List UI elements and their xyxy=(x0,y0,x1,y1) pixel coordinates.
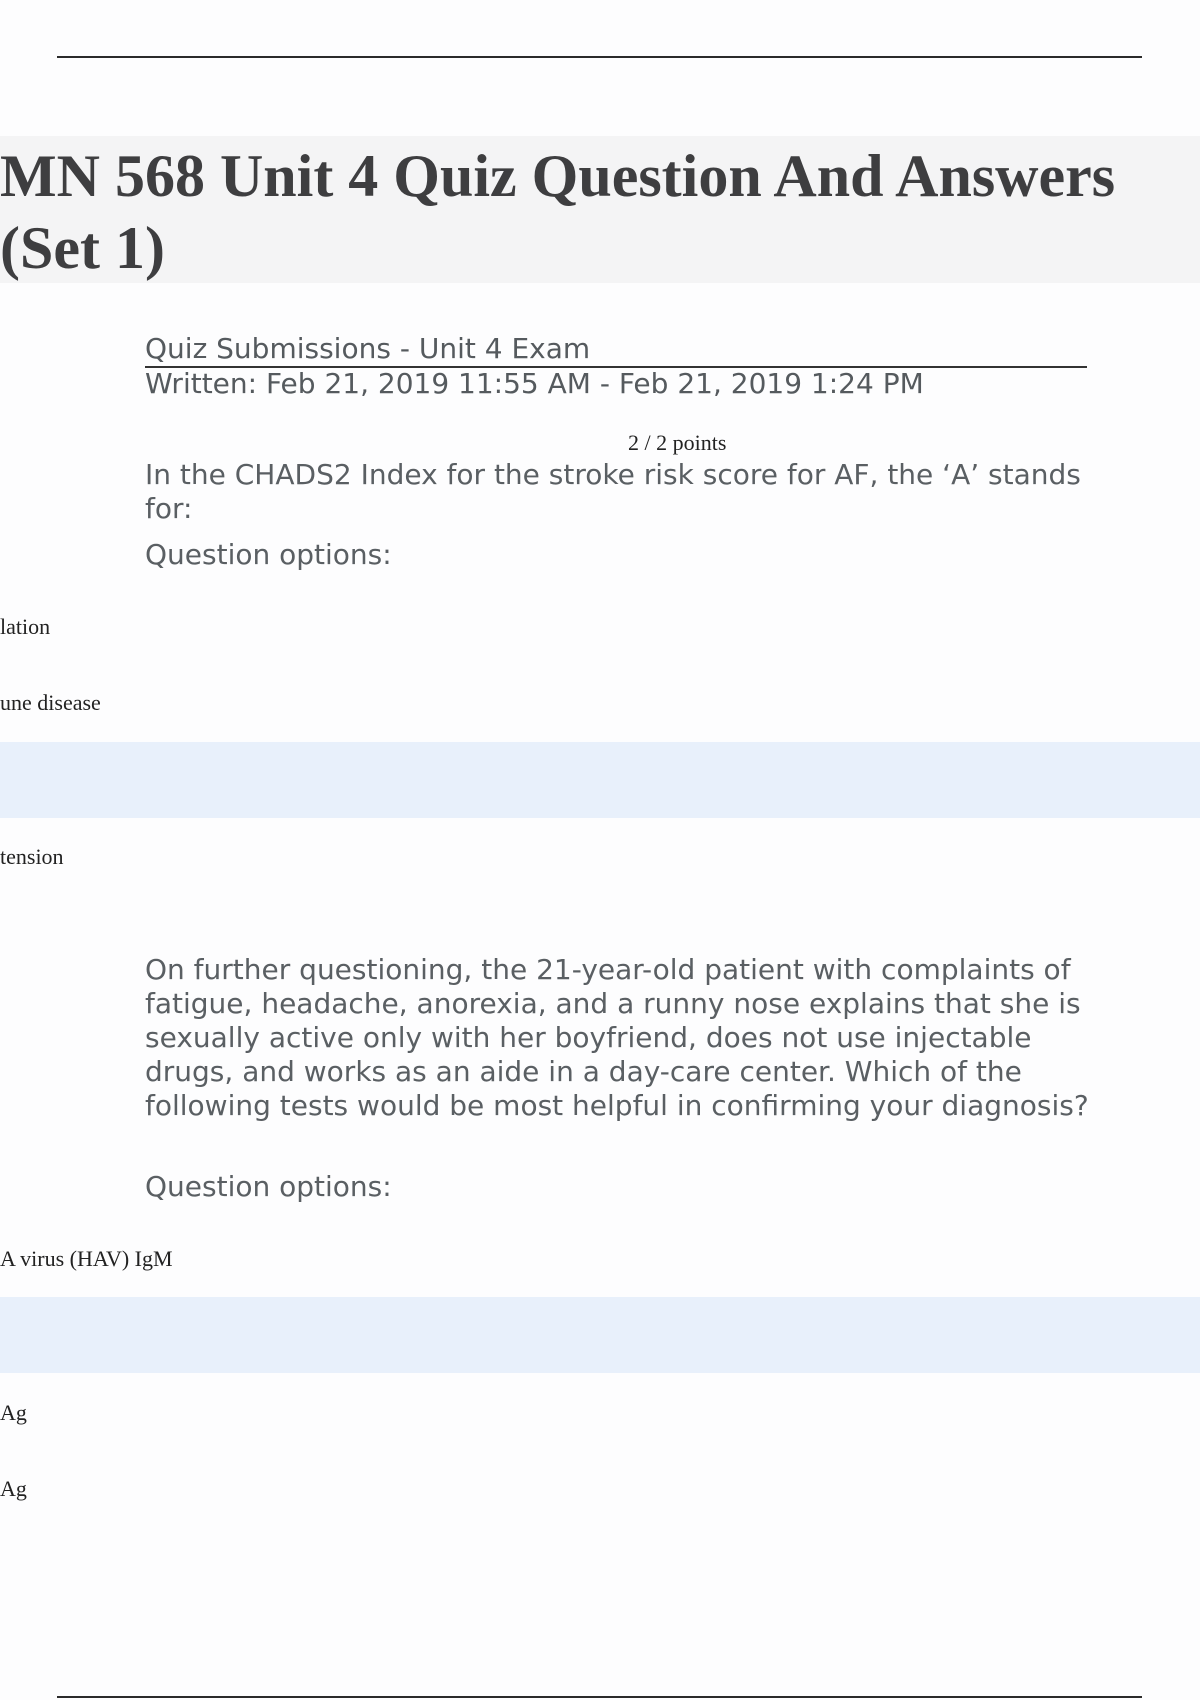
question-2-option-fragment: Ag xyxy=(0,1400,27,1425)
points-badge: 2 / 2 points xyxy=(628,430,727,455)
question-2-options-label: Question options: xyxy=(145,1170,392,1203)
question-1-option-fragment: lation xyxy=(0,614,51,639)
question-1-text: In the CHADS2 Index for the stroke risk score for AF, the ‘A’ stands for: xyxy=(145,458,1081,525)
question-2-option-fragment: A virus (HAV) IgM xyxy=(0,1246,173,1271)
question-2-text: On further questioning, the 21-year-old patient with complaints of fatigue, headache, anorexia, and a runny nose explains that she is sexually active only with her boyfriend, does not use injectable drugs, and works as an aide in a day-care center. Which of the following tests would be most helpful in confirming your diagnosis? xyxy=(145,953,1089,1122)
page-title: MN 568 Unit 4 Quiz Question And Answers (Set 1) xyxy=(0,143,1131,281)
highlighted-option-row xyxy=(0,742,1200,818)
written-timestamp: Written: Feb 21, 2019 11:55 AM - Feb 21, 2019 1:24 PM xyxy=(145,367,924,400)
question-1-options-label: Question options: xyxy=(145,538,392,571)
question-2-option-fragment: Ag xyxy=(0,1476,27,1501)
question-1-option-fragment: tension xyxy=(0,844,64,869)
bottom-rule xyxy=(57,1696,1142,1698)
highlighted-option-row xyxy=(0,1297,1200,1373)
top-rule xyxy=(57,56,1142,58)
quiz-submissions-link[interactable]: Quiz Submissions - Unit 4 Exam xyxy=(145,332,1087,368)
question-1-option-fragment: une disease xyxy=(0,690,101,715)
